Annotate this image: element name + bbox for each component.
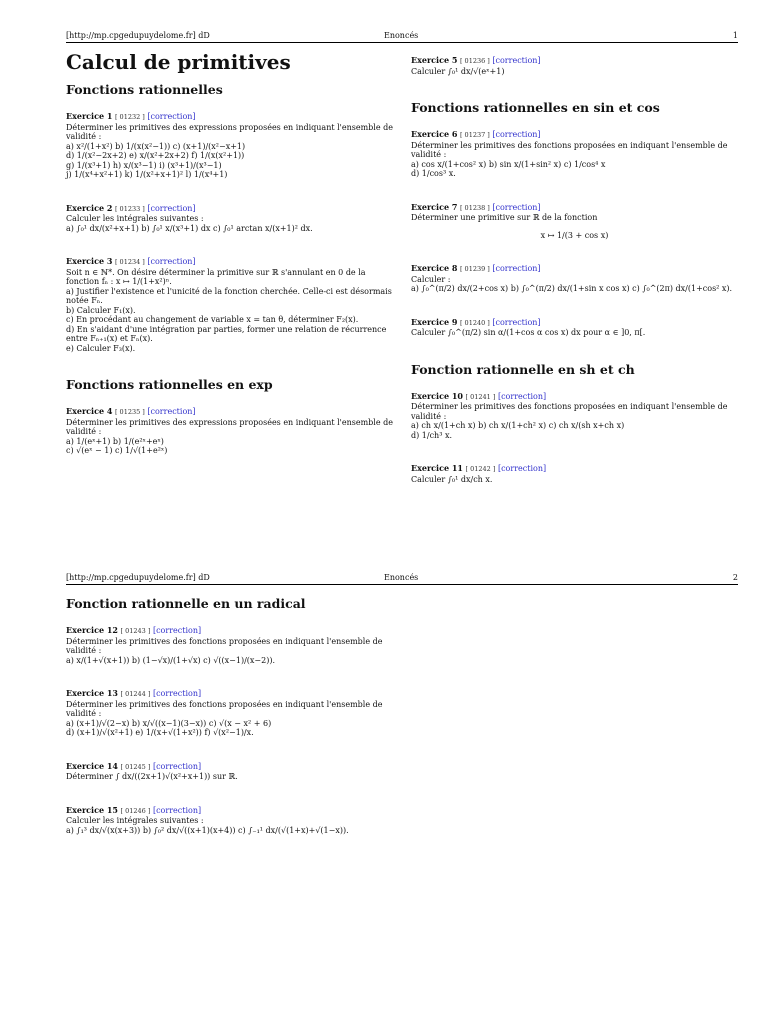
right-column [411, 56, 738, 508]
exercise-id: [ 01239 ] [459, 265, 490, 273]
exercise-text: a) x²/(1+x²) b) 1/(x(x²−1)) c) (x+1)/(x²−x+1) [66, 141, 246, 151]
exercise-text: d) 1/ch³ x. [411, 430, 453, 440]
section-heading: Fonctions rationnelles [66, 82, 223, 97]
exercise-header [66, 204, 386, 215]
exercise-label: Exercice 9 [411, 316, 458, 327]
exercise [411, 203, 738, 241]
exercise [66, 626, 386, 665]
correction-link[interactable]: [correction] [152, 805, 202, 815]
exercise-text: a) ch x/(1+ch x) b) ch x/(1+ch² x) c) ch x/(sh x+ch x) [411, 421, 625, 430]
correction-link[interactable]: [correction] [492, 264, 541, 273]
correction-link[interactable]: [correction] [152, 626, 202, 635]
exercise-id: [ 01238 ] [459, 203, 490, 212]
exercise-text: Déterminer une primitive sur ℝ de la fonction [411, 213, 598, 222]
exercise-text: b) Calculer F₁(x). [66, 305, 136, 315]
page-header [66, 31, 738, 43]
exercise-label: Exercice 3 [66, 256, 113, 266]
exercise-text: Calculer : [411, 274, 451, 284]
exercise-id: [ 01245 ] [120, 762, 151, 771]
exercise-text: Calculer les intégrales suivantes : [66, 214, 204, 223]
exercise-id: [ 01236 ] [459, 57, 490, 65]
exercise-text: validité : [411, 411, 447, 421]
exercise-text: Déterminer les primitives des expressions proposées en indiquant l'ensemble de [66, 122, 393, 132]
exercise-id: [ 01244 ] [120, 690, 151, 698]
exercise [66, 204, 386, 234]
exercise-text: Calculer ∫₀^(π/2) sin α/(1+cos α cos x) dx pour α ∈ ]0, π[. [411, 328, 646, 337]
exercise-text: j) 1/(x⁴+x²+1) k) 1/(x²+x+1)² l) 1/(x⁴+1) [66, 170, 228, 179]
exercise-id: [ 01240 ] [459, 318, 490, 327]
exercise-text: a) (x+1)/√(2−x) b) x/√((x−1)(3−x)) c) √(x − x² + 6) [66, 718, 272, 728]
exercise-header [411, 318, 738, 329]
exercise-text: Déterminer les primitives des fonctions proposées en indiquant l'ensemble de [411, 402, 728, 411]
correction-link[interactable]: [correction] [147, 407, 196, 416]
exercise-text: fonction fₙ : x ↦ 1/(1+x²)ⁿ. [66, 277, 172, 286]
header-section: Enoncés [384, 573, 419, 582]
exercise-header [411, 203, 738, 214]
exercise [411, 130, 738, 179]
exercise [66, 806, 386, 836]
page-number: 2 [732, 573, 738, 582]
exercise-id: [ 01232 ] [114, 113, 145, 121]
exercise-id: [ 01235 ] [114, 408, 145, 416]
correction-link[interactable]: [correction] [147, 257, 196, 266]
exercise [411, 264, 738, 294]
header-section: Enoncés [384, 31, 419, 40]
correction-link[interactable]: [correction] [147, 203, 196, 213]
left-column [66, 50, 393, 480]
exercise-label: Exercice 15 [66, 804, 118, 815]
exercise-header [66, 806, 386, 817]
exercise [66, 111, 393, 180]
exercise-text: validité : [411, 150, 447, 159]
exercise-label: Exercice 12 [66, 625, 118, 635]
exercise-text: validité : [66, 427, 102, 436]
exercise-text: Calculer les intégrales suivantes : [66, 816, 204, 825]
exercise-header [411, 264, 738, 275]
exercise-label: Exercice 7 [411, 201, 458, 212]
correction-link[interactable]: [correction] [497, 464, 547, 473]
display-formula: x ↦ 1/(3 + cos x) [540, 230, 609, 240]
exercise-id: [ 01233 ] [114, 204, 145, 213]
exercise-text: Calculer ∫₀¹ dx/√(eˣ+1) [411, 66, 505, 76]
exercise-text: d) 1/(x²−2x+2) e) x/(x²+2x+2) f) 1/(x(x²+1)) [66, 151, 245, 160]
exercise-label: Exercice 13 [66, 688, 118, 698]
exercise-id: [ 01234 ] [114, 258, 145, 266]
exercise-text: d) En s'aidant d'une intégration par parties, former une relation de récurrence [66, 324, 387, 334]
exercise-header [411, 392, 738, 403]
page-header [66, 573, 738, 585]
exercise-text: Calculer ∫₀¹ dx/ch x. [411, 474, 493, 484]
exercise-label: Exercice 5 [411, 55, 458, 65]
section-heading: Fonctions rationnelles en sin et cos [411, 100, 660, 115]
exercise-id: [ 01246 ] [120, 806, 151, 815]
exercise [66, 689, 386, 738]
exercise [411, 56, 738, 76]
exercise [411, 392, 738, 441]
exercise-header [411, 56, 738, 67]
section-heading: Fonction rationnelle en sh et ch [411, 361, 635, 377]
section-heading: Fonction rationnelle en un radical [66, 596, 306, 611]
document-title: Calcul de primitives [66, 50, 291, 74]
exercise-label: Exercice 11 [411, 463, 463, 473]
exercise-label: Exercice 14 [66, 760, 118, 771]
exercise-text: validité : [66, 132, 102, 141]
correction-link[interactable]: [correction] [492, 317, 541, 327]
section-heading: Fonctions rationnelles en exp [66, 377, 273, 392]
exercise-header [66, 407, 386, 418]
exercise-text: a) ∫₀¹ dx/(x²+x+1) b) ∫₀¹ x/(x³+1) dx c) ∫₀¹ arctan x/(x+1)² dx. [66, 223, 313, 233]
exercise-text: Soit n ∈ ℕ*. On désire déterminer la primitive sur ℝ s'annulant en 0 de la [66, 267, 366, 277]
exercise [411, 318, 738, 338]
exercise-text: d) 1/cos³ x. [411, 169, 456, 178]
exercise-text: Déterminer ∫ dx/((2x+1)√(x²+x+1)) sur ℝ. [66, 772, 238, 781]
exercise-header [66, 112, 386, 123]
exercise-text: Déterminer les primitives des fonctions proposées en indiquant l'ensemble de [66, 699, 383, 709]
exercise-text: a) cos x/(1+cos² x) b) sin x/(1+sin² x) c) 1/cos⁴ x [411, 159, 606, 169]
exercise-text: Déterminer les primitives des fonctions proposées en indiquant l'ensemble de [411, 140, 728, 150]
exercise-text: a) ∫₀^(π/2) dx/(2+cos x) b) ∫₀^(π/2) dx/(1+sin x cos x) c) ∫₀^(2π) dx/(1+cos² x). [411, 284, 733, 293]
correction-link[interactable]: [correction] [492, 130, 541, 139]
exercise-header [66, 689, 386, 700]
exercise-id: [ 01243 ] [120, 627, 151, 635]
correction-link[interactable]: [correction] [497, 391, 547, 401]
exercise-id: [ 01241 ] [465, 392, 496, 401]
exercise-header [66, 257, 386, 268]
exercise-label: Exercice 10 [411, 390, 463, 401]
exercise-header [66, 626, 386, 637]
exercise-text: a) Justifier l'existence et l'unicité de la fonction cherchée. Celle-ci est désormais [66, 286, 392, 296]
left-column [66, 596, 386, 859]
exercise-text: c) √(eˣ − 1) c) 1/√(1+e²ˣ) [66, 446, 168, 455]
exercise-text: g) 1/(x³+1) h) x/(x³−1) i) (x³+1)/(x³−1) [66, 160, 222, 170]
header-source: [http://mp.cpgedupuydelome.fr] dD [66, 31, 210, 40]
exercise-text: d) (x+1)/√(x²+1) e) 1/(x+√(1+x²)) f) √(x²−1)/x. [66, 728, 254, 737]
exercise [411, 464, 738, 484]
correction-link[interactable]: [correction] [152, 761, 202, 771]
exercise-label: Exercice 2 [66, 202, 113, 213]
exercise-text: validité : [66, 709, 102, 718]
header-source: [http://mp.cpgedupuydelome.fr] dD [66, 573, 210, 582]
exercise [66, 762, 386, 782]
page-number: 1 [732, 31, 738, 40]
exercise-label: Exercice 6 [411, 129, 458, 139]
exercise-text: notée Fₙ. [66, 296, 103, 305]
correction-link[interactable]: [correction] [152, 689, 202, 698]
exercise-text: c) En procédant au changement de variable x = tan θ, déterminer F₂(x). [66, 315, 359, 324]
exercise-header [411, 130, 738, 141]
exercise-text: Déterminer les primitives des fonctions proposées en indiquant l'ensemble de [66, 636, 383, 646]
exercise-text: validité : [66, 646, 102, 655]
exercise [66, 406, 393, 456]
correction-link[interactable]: [correction] [492, 202, 541, 212]
exercise-label: Exercice 1 [66, 111, 113, 121]
exercise-header [411, 464, 738, 475]
exercise-text: a) ∫₁³ dx/√(x(x+3)) b) ∫₀² dx/√((x+1)(x+4)) c) ∫₋₁¹ dx/(√(1+x)+√(1−x)). [66, 825, 349, 835]
exercise-label: Exercice 4 [66, 406, 113, 416]
exercise-text: a) 1/(eˣ+1) b) 1/(e²ˣ+eˣ) [66, 436, 164, 446]
exercise-label: Exercice 8 [411, 263, 458, 273]
exercise-id: [ 01242 ] [465, 465, 496, 473]
exercise-text: entre Fₙ₊₁(x) et Fₙ(x). [66, 334, 153, 343]
exercise [66, 256, 392, 353]
exercise-text: a) x/(1+√(x+1)) b) (1−√x)/(1+√x) c) √((x−1)/(x−2)). [66, 655, 275, 665]
exercise-text: Déterminer les primitives des expressions proposées en indiquant l'ensemble de [66, 417, 393, 427]
exercise-header [66, 762, 386, 773]
exercise-text: e) Calculer F₃(x). [66, 343, 136, 353]
exercise-id: [ 01237 ] [459, 131, 490, 139]
correction-link[interactable]: [correction] [492, 56, 541, 65]
correction-link[interactable]: [correction] [147, 112, 196, 121]
